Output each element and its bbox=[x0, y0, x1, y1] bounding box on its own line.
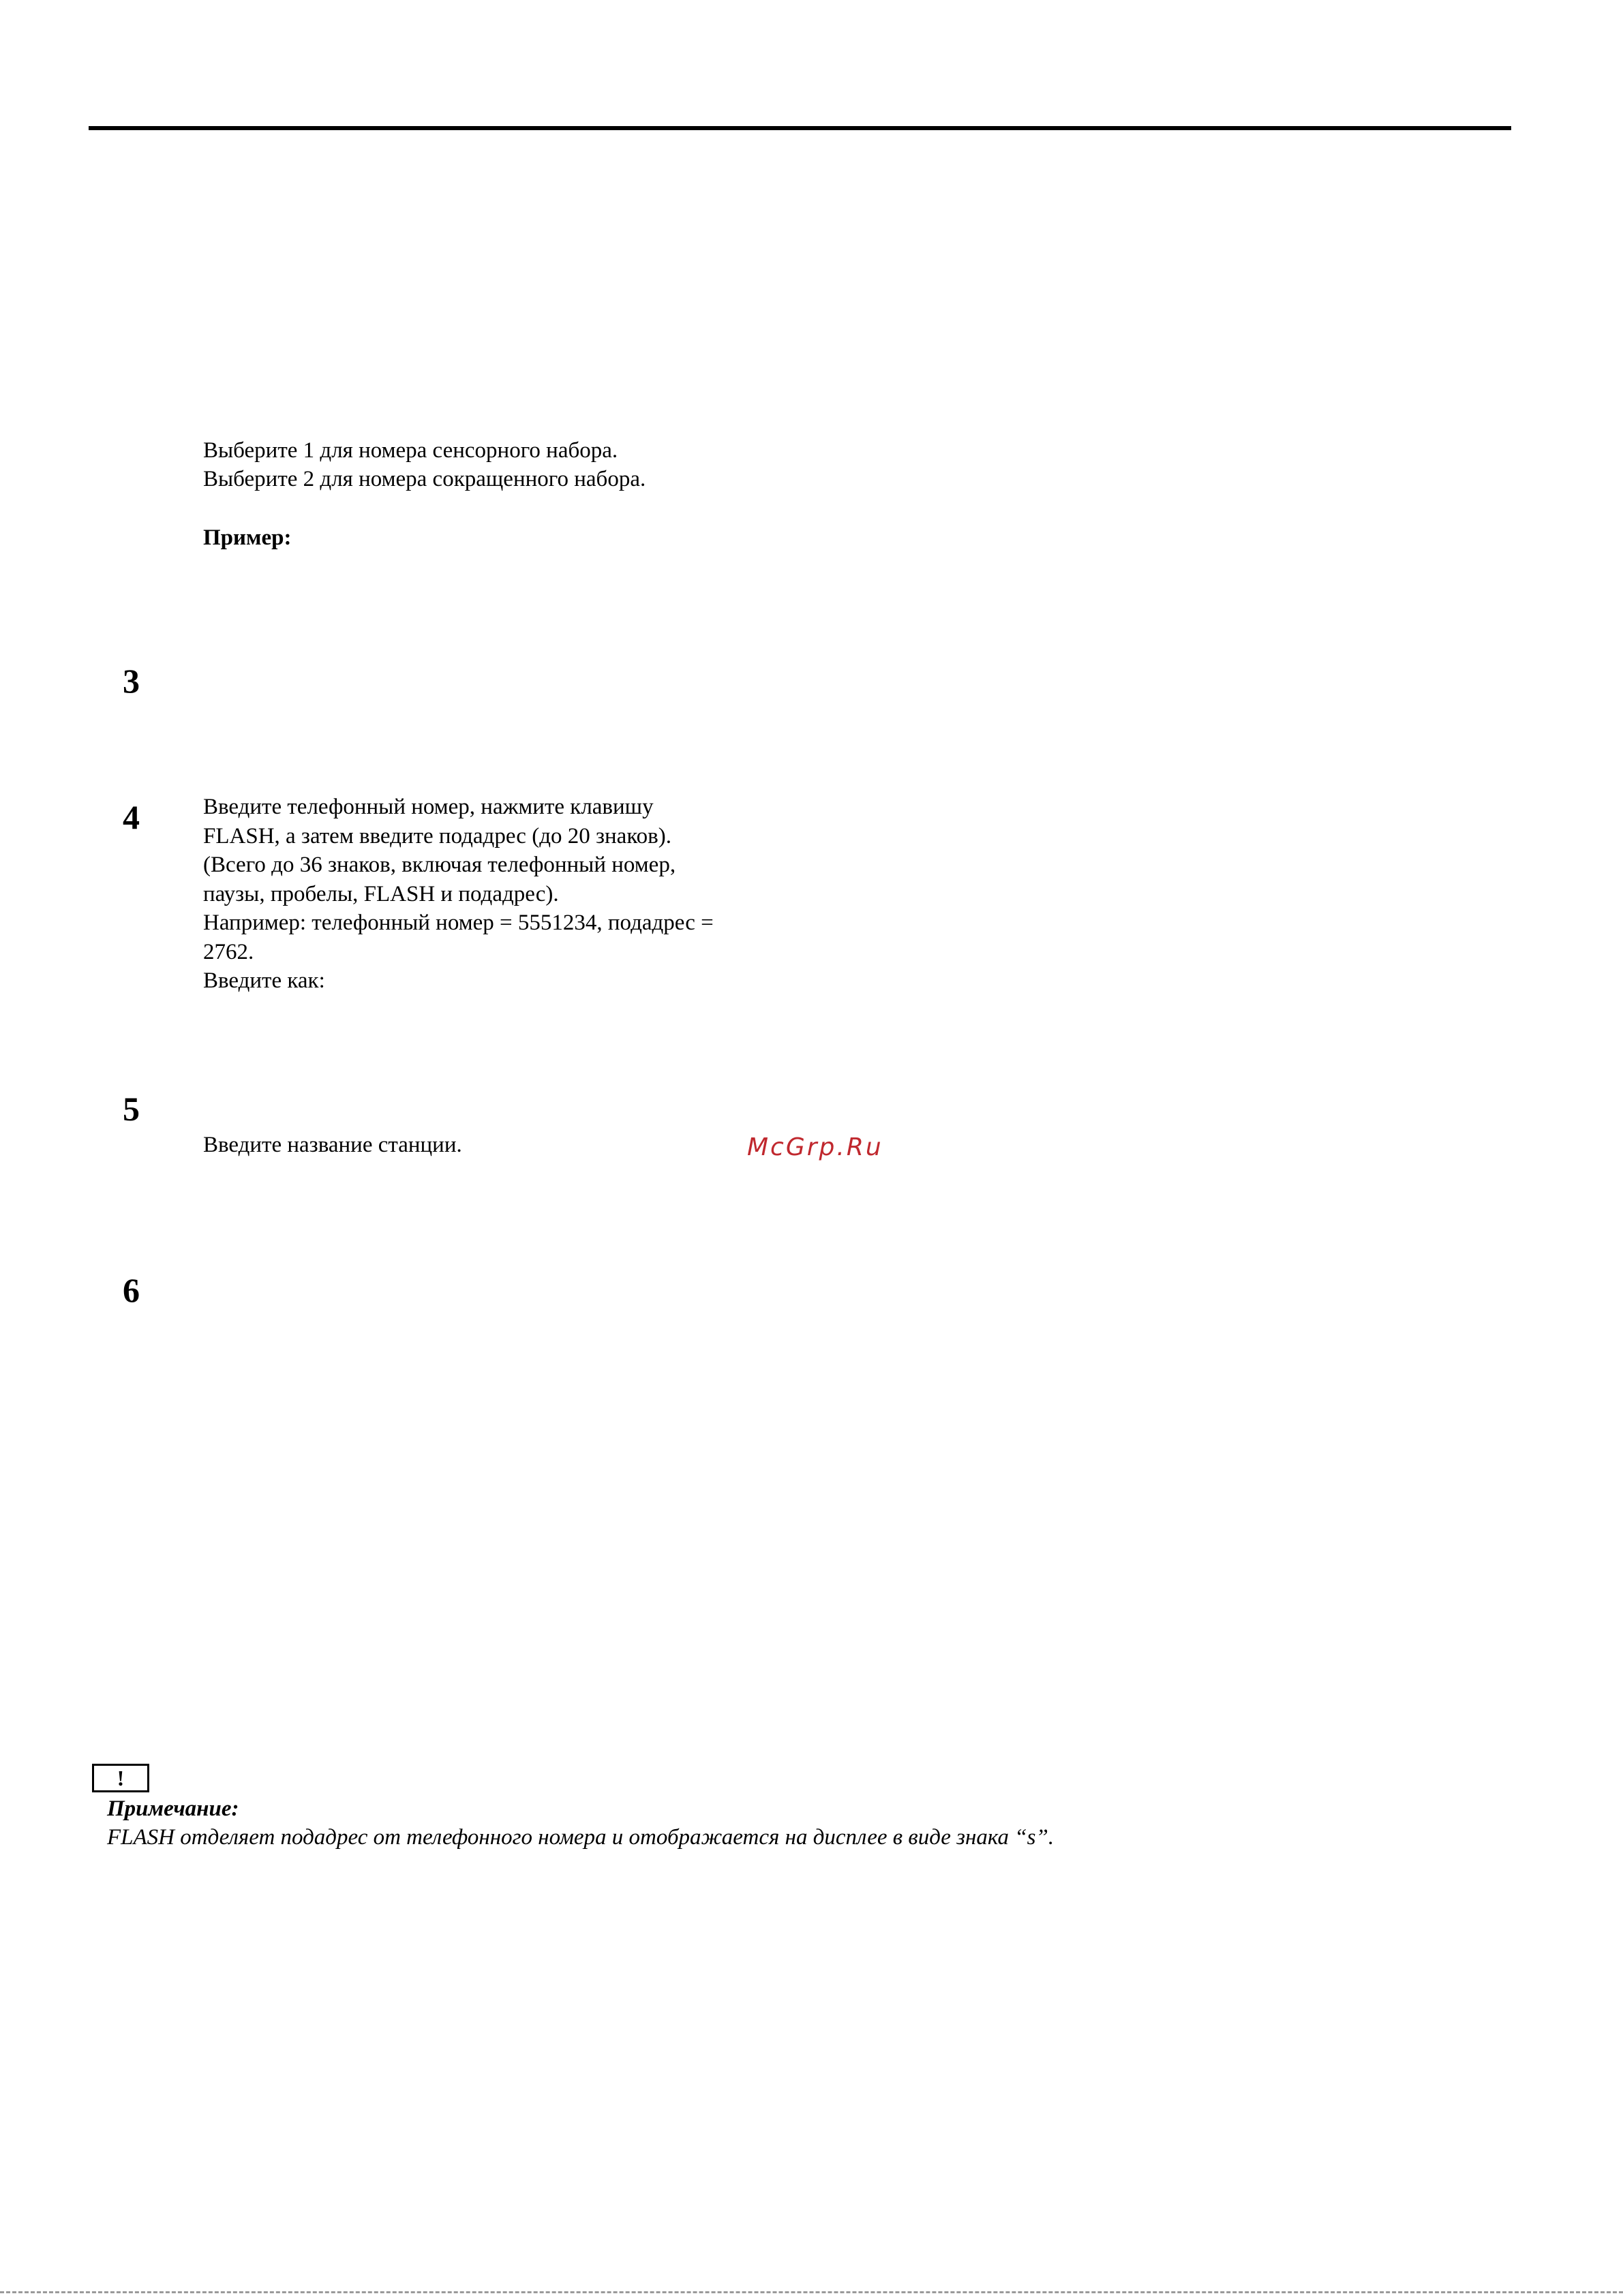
intro-line-1: Выберите 1 для номера сенсорного набора. bbox=[203, 438, 618, 463]
step-number-3: 3 bbox=[123, 662, 140, 700]
step-4-line: паузы, пробелы, FLASH и подадрес). bbox=[203, 881, 559, 906]
note-title: Примечание: bbox=[107, 1796, 239, 1821]
step-4-line: Введите как: bbox=[203, 968, 325, 993]
step-number-4: 4 bbox=[123, 798, 140, 836]
step-number-5: 5 bbox=[123, 1090, 140, 1128]
note-exclamation-icon: ! bbox=[92, 1764, 149, 1792]
header-rule bbox=[89, 126, 1511, 130]
step-5-line: Введите название станции. bbox=[203, 1133, 462, 1157]
watermark: McGrp.Ru bbox=[747, 1133, 883, 1161]
step-number-6: 6 bbox=[123, 1271, 140, 1309]
step-4-line: (Всего до 36 знаков, включая телефонный номер, bbox=[203, 853, 676, 877]
note-text: FLASH отделяет подадрес от телефонного номера и отображается на дисплее в виде знака “s”. bbox=[107, 1825, 1055, 1850]
step-4-line: 2762. bbox=[203, 939, 254, 964]
example-label: Пример: bbox=[203, 525, 292, 550]
step-4-line: Введите телефонный номер, нажмите клавишу bbox=[203, 795, 654, 819]
step-4-line: FLASH, а затем введите подадрес (до 20 знаков). bbox=[203, 823, 672, 848]
step-5-instructions bbox=[203, 1131, 462, 1160]
intro-line-2: Выберите 2 для номера сокращенного набора. bbox=[203, 467, 646, 491]
footer-rule bbox=[0, 2291, 1623, 2293]
step-4-instructions bbox=[203, 793, 714, 996]
step-4-line: Например: телефонный номер = 5551234, подадрес = bbox=[203, 910, 714, 935]
